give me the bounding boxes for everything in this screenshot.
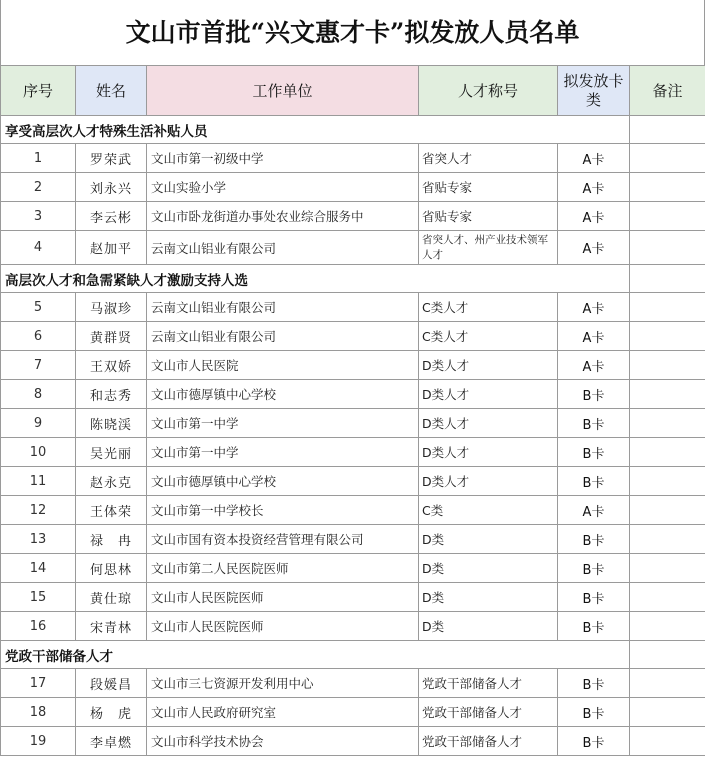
cell-org: 文山市第二人民医院医师 (147, 554, 419, 583)
cell-card-type: A卡 (558, 173, 630, 202)
cell-note (630, 351, 705, 380)
cell-no: 6 (1, 322, 76, 351)
cell-name: 王体荣 (76, 496, 147, 525)
table-row (1, 583, 705, 612)
cell-no: 7 (1, 351, 76, 380)
cell-org: 文山市三七资源开发利用中心 (147, 669, 419, 698)
cell-name: 刘永兴 (76, 173, 147, 202)
table-row (1, 525, 705, 554)
section-note-cell (630, 116, 705, 144)
table-row (1, 467, 705, 496)
cell-no: 15 (1, 583, 76, 612)
cell-card-type: B卡 (558, 409, 630, 438)
cell-note (630, 669, 705, 698)
table-row (1, 727, 705, 756)
cell-talent-title: C类人才 (419, 293, 558, 322)
table-body (1, 116, 705, 756)
cell-org: 文山市第一初级中学 (147, 144, 419, 173)
cell-no: 2 (1, 173, 76, 202)
cell-name: 罗荣武 (76, 144, 147, 173)
section-title: 高层次人才和急需紧缺人才激励支持人选 (1, 265, 630, 293)
cell-org: 文山实验小学 (147, 173, 419, 202)
cell-no: 17 (1, 669, 76, 698)
cell-name: 马淑珍 (76, 293, 147, 322)
cell-card-type: B卡 (558, 669, 630, 698)
cell-note (630, 525, 705, 554)
cell-no: 19 (1, 727, 76, 756)
cell-name: 李卓燃 (76, 727, 147, 756)
document-title: 文山市首批“兴文惠才卡”拟发放人员名单 (0, 0, 705, 65)
cell-name: 李云彬 (76, 202, 147, 231)
table-row (1, 231, 705, 265)
table-row (1, 612, 705, 641)
cell-no: 11 (1, 467, 76, 496)
cell-org: 云南文山铝业有限公司 (147, 293, 419, 322)
cell-name: 黄群贤 (76, 322, 147, 351)
cell-name: 王双娇 (76, 351, 147, 380)
cell-note (630, 231, 705, 265)
table-row (1, 144, 705, 173)
cell-org: 文山市卧龙街道办事处农业综合服务中 (147, 202, 419, 231)
cell-card-type: A卡 (558, 202, 630, 231)
cell-name: 禄 冉 (76, 525, 147, 554)
cell-org: 文山市第一中学 (147, 409, 419, 438)
cell-talent-title: D类 (419, 525, 558, 554)
cell-no: 5 (1, 293, 76, 322)
cell-org: 文山市人民医院 (147, 351, 419, 380)
cell-org: 云南文山铝业有限公司 (147, 231, 419, 265)
header-card-type: 拟发放卡类 (558, 66, 630, 116)
cell-no: 10 (1, 438, 76, 467)
cell-card-type: B卡 (558, 612, 630, 641)
cell-talent-title: D类人才 (419, 467, 558, 496)
cell-no: 13 (1, 525, 76, 554)
header-no: 序号 (1, 66, 76, 116)
cell-note (630, 144, 705, 173)
header-note: 备注 (630, 66, 705, 116)
section-row (1, 641, 705, 669)
cell-no: 3 (1, 202, 76, 231)
cell-talent-title: 党政干部储备人才 (419, 669, 558, 698)
cell-card-type: A卡 (558, 496, 630, 525)
cell-no: 9 (1, 409, 76, 438)
cell-note (630, 380, 705, 409)
table-row (1, 409, 705, 438)
roster-table (0, 65, 705, 756)
cell-org: 文山市德厚镇中心学校 (147, 380, 419, 409)
cell-name: 宋青林 (76, 612, 147, 641)
cell-card-type: A卡 (558, 351, 630, 380)
cell-org: 文山市科学技术协会 (147, 727, 419, 756)
cell-note (630, 202, 705, 231)
cell-card-type: B卡 (558, 583, 630, 612)
cell-note (630, 583, 705, 612)
cell-talent-title: D类 (419, 583, 558, 612)
cell-name: 段媛昌 (76, 669, 147, 698)
cell-card-type: B卡 (558, 467, 630, 496)
table-row (1, 351, 705, 380)
cell-card-type: B卡 (558, 727, 630, 756)
cell-talent-title: 党政干部储备人才 (419, 698, 558, 727)
table-row (1, 202, 705, 231)
cell-note (630, 612, 705, 641)
cell-note (630, 467, 705, 496)
cell-note (630, 698, 705, 727)
cell-card-type: B卡 (558, 438, 630, 467)
header-name: 姓名 (76, 66, 147, 116)
cell-name: 何思林 (76, 554, 147, 583)
cell-talent-title: 省贴专家 (419, 173, 558, 202)
cell-card-type: B卡 (558, 698, 630, 727)
cell-name: 赵永克 (76, 467, 147, 496)
section-note-cell (630, 265, 705, 293)
cell-name: 和志秀 (76, 380, 147, 409)
cell-org: 文山市国有资本投资经营管理有限公司 (147, 525, 419, 554)
cell-org: 文山市人民医院医师 (147, 612, 419, 641)
cell-talent-title: 党政干部储备人才 (419, 727, 558, 756)
cell-name: 陈晓渓 (76, 409, 147, 438)
section-title: 党政干部储备人才 (1, 641, 630, 669)
cell-talent-title: D类 (419, 554, 558, 583)
cell-name: 杨 虎 (76, 698, 147, 727)
cell-no: 12 (1, 496, 76, 525)
cell-card-type: B卡 (558, 554, 630, 583)
cell-note (630, 554, 705, 583)
table-row (1, 380, 705, 409)
header-row (1, 66, 705, 116)
header-org: 工作单位 (147, 66, 419, 116)
cell-no: 14 (1, 554, 76, 583)
cell-name: 黄仕琼 (76, 583, 147, 612)
cell-talent-title: C类 (419, 496, 558, 525)
section-row (1, 116, 705, 144)
cell-talent-title: 省突人才 (419, 144, 558, 173)
cell-talent-title: D类人才 (419, 380, 558, 409)
cell-talent-title: D类 (419, 612, 558, 641)
cell-no: 1 (1, 144, 76, 173)
table-row (1, 554, 705, 583)
cell-org: 文山市第一中学 (147, 438, 419, 467)
cell-talent-title: 省突人才、州产业技术领军人才 (419, 231, 558, 265)
cell-card-type: A卡 (558, 231, 630, 265)
section-row (1, 265, 705, 293)
cell-card-type: A卡 (558, 293, 630, 322)
cell-talent-title: D类人才 (419, 409, 558, 438)
cell-no: 4 (1, 231, 76, 265)
cell-note (630, 727, 705, 756)
table-row (1, 293, 705, 322)
section-title: 享受高层次人才特殊生活补贴人员 (1, 116, 630, 144)
table-row (1, 669, 705, 698)
cell-talent-title: 省贴专家 (419, 202, 558, 231)
cell-name: 吴光丽 (76, 438, 147, 467)
cell-org: 文山市第一中学校长 (147, 496, 419, 525)
cell-org: 文山市人民医院医师 (147, 583, 419, 612)
cell-note (630, 438, 705, 467)
table-row (1, 698, 705, 727)
cell-org: 云南文山铝业有限公司 (147, 322, 419, 351)
header-talent-title: 人才称号 (419, 66, 558, 116)
cell-note (630, 322, 705, 351)
section-note-cell (630, 641, 705, 669)
cell-note (630, 409, 705, 438)
cell-card-type: B卡 (558, 380, 630, 409)
table-row (1, 173, 705, 202)
cell-no: 18 (1, 698, 76, 727)
cell-note (630, 496, 705, 525)
cell-no: 16 (1, 612, 76, 641)
cell-no: 8 (1, 380, 76, 409)
cell-card-type: A卡 (558, 144, 630, 173)
cell-talent-title: C类人才 (419, 322, 558, 351)
cell-name: 赵加平 (76, 231, 147, 265)
cell-note (630, 173, 705, 202)
cell-org: 文山市德厚镇中心学校 (147, 467, 419, 496)
table-row (1, 322, 705, 351)
table-row (1, 496, 705, 525)
cell-talent-title: D类人才 (419, 438, 558, 467)
cell-org: 文山市人民政府研究室 (147, 698, 419, 727)
cell-talent-title: D类人才 (419, 351, 558, 380)
cell-card-type: A卡 (558, 322, 630, 351)
cell-note (630, 293, 705, 322)
table-row (1, 438, 705, 467)
cell-card-type: B卡 (558, 525, 630, 554)
